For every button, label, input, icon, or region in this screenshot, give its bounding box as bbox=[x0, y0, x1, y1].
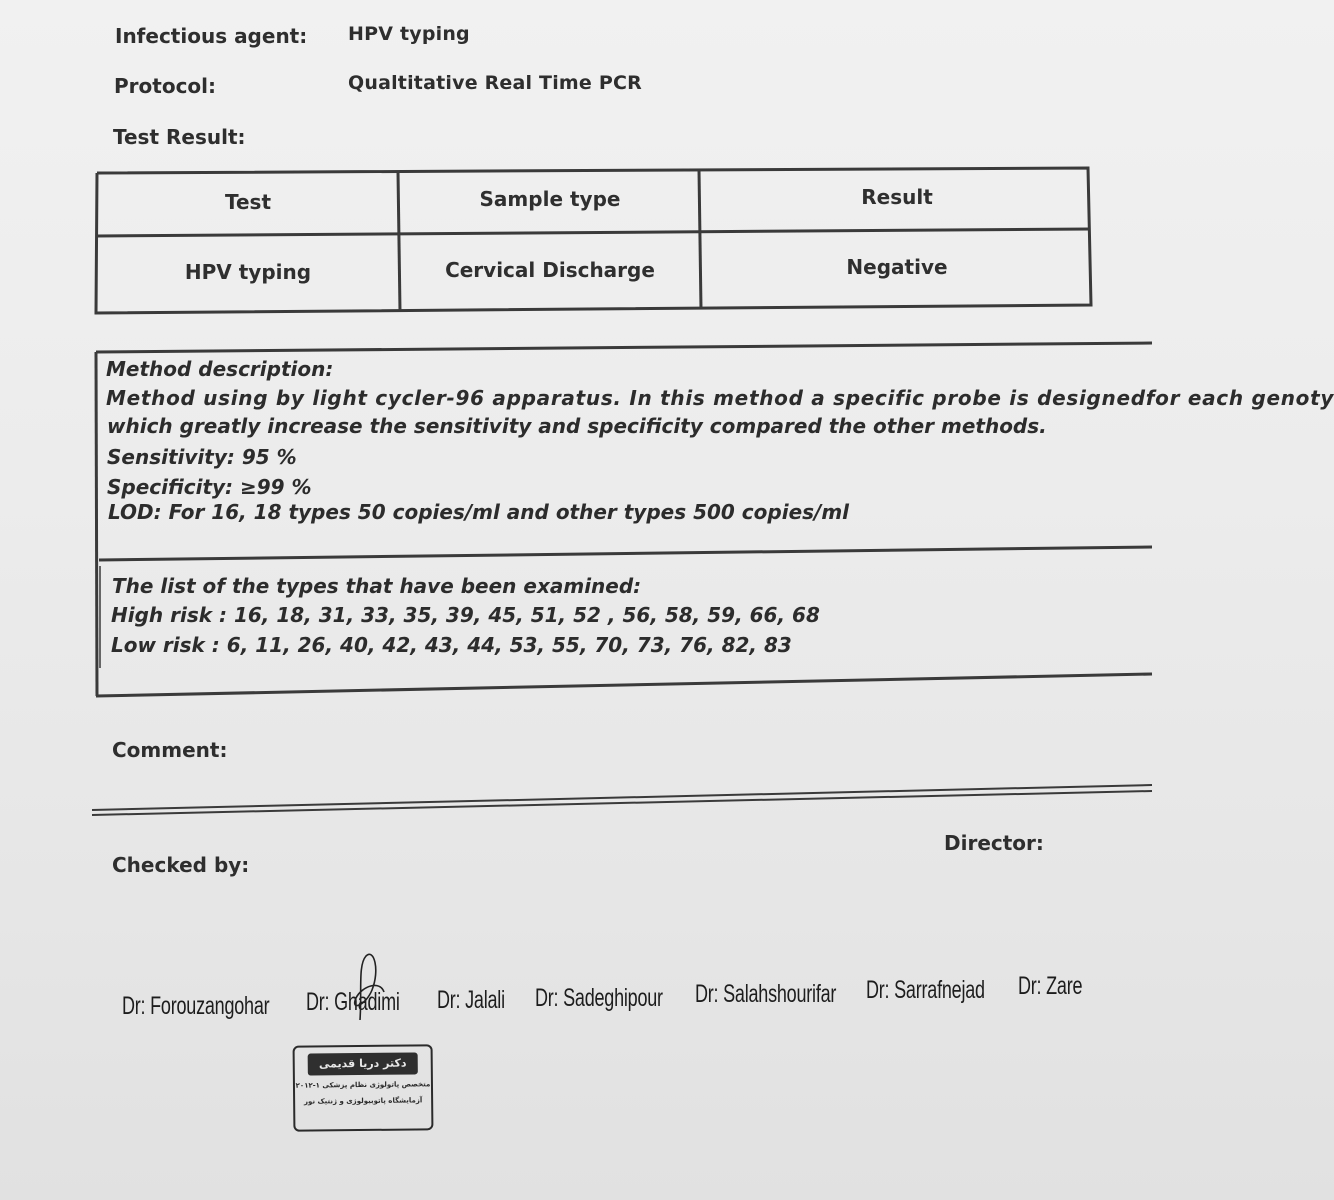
table-cell-sample-type: Cervical Discharge bbox=[445, 258, 655, 282]
doctor-forouzangohar: Dr: Forouzangohar bbox=[122, 992, 270, 1020]
table-header-result: Result bbox=[861, 185, 933, 209]
stamp-name: دکتر دریا قدیمی bbox=[308, 1052, 418, 1075]
doctor-zare: Dr: Zare bbox=[1018, 972, 1083, 1000]
comment-divider bbox=[0, 770, 1152, 830]
comment-label: Comment: bbox=[112, 738, 228, 762]
infectious-agent-value: HPV typing bbox=[348, 23, 470, 45]
stamp-lab: آزمایشگاه پاتوبیولوژی و ژنتیک نور bbox=[303, 1096, 423, 1106]
method-lod: LOD: For 16, 18 types 50 copies/ml and other types 500 copies/ml bbox=[108, 500, 850, 524]
types-high-risk: High risk : 16, 18, 31, 33, 35, 39, 45, 51, 52 , 56, 58, 59, 66, 68 bbox=[111, 603, 820, 627]
doctor-salahshourifar: Dr: Salahshourifar bbox=[695, 980, 837, 1008]
method-specificity: Specificity: ≥99 % bbox=[107, 475, 312, 499]
doctor-jalali: Dr: Jalali bbox=[437, 986, 505, 1014]
signature bbox=[330, 950, 410, 1030]
protocol-value: Qualtitative Real Time PCR bbox=[348, 72, 642, 94]
types-title: The list of the types that have been examined: bbox=[112, 574, 642, 598]
director-label: Director: bbox=[944, 831, 1044, 855]
table-header-test: Test bbox=[224, 190, 271, 214]
table-cell-result: Negative bbox=[846, 255, 948, 279]
stamp-line: متخصص پاتولوژی نظام پزشکی ۱-۲۰۱۲ bbox=[295, 1080, 431, 1090]
test-result-label: Test Result: bbox=[113, 125, 246, 149]
method-line-2: which greatly increase the sensitivity and specificity compared the other methods. bbox=[107, 414, 1047, 438]
table-cell-test: HPV typing bbox=[184, 260, 312, 284]
doctor-stamp bbox=[293, 1044, 434, 1131]
checked-by-label: Checked by: bbox=[112, 853, 250, 877]
doctor-sarrafnejad: Dr: Sarrafnejad bbox=[866, 976, 985, 1004]
protocol-label: Protocol: bbox=[114, 74, 217, 98]
method-sensitivity: Sensitivity: 95 % bbox=[107, 445, 297, 469]
types-low-risk: Low risk : 6, 11, 26, 40, 42, 43, 44, 53, 55, 70, 73, 76, 82, 83 bbox=[111, 633, 792, 657]
method-title: Method description: bbox=[106, 357, 334, 381]
infectious-agent-label: Infectious agent: bbox=[115, 24, 308, 48]
doctor-ghadimi: Dr: Ghadimi bbox=[306, 988, 400, 1016]
doctor-sadeghipour: Dr: Sadeghipour bbox=[535, 984, 663, 1012]
method-line-1: Method using by light cycler-96 apparatus. In this method a specific probe is designedfor each genoty bbox=[106, 386, 1334, 410]
table-header-sample-type: Sample type bbox=[479, 187, 621, 211]
